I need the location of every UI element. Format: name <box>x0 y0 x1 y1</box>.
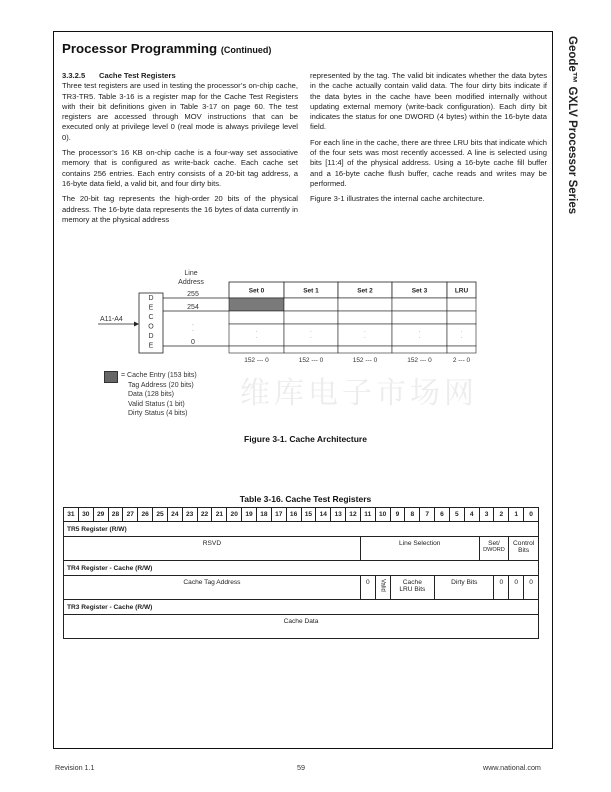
tr4-dirty-bits: Dirty Bits <box>435 576 494 600</box>
ellipsis-dot: . <box>364 328 366 334</box>
tr4-lru-1: Cache <box>402 579 422 586</box>
bit-number-cell: 30 <box>78 508 93 522</box>
column-header-label: Set 1 <box>303 287 319 295</box>
tr5-set-dword-2: DWORD <box>483 547 505 553</box>
bit-number-cell: 3 <box>479 508 494 522</box>
bit-number-cell: 8 <box>405 508 420 522</box>
cache-cell <box>284 298 338 311</box>
bit-number-cell: 10 <box>375 508 390 522</box>
side-title-text: Geode™ GXLV Processor Series <box>566 36 578 215</box>
ellipsis-dot: . <box>418 334 421 340</box>
tr4-valid <box>375 576 390 600</box>
tr5-set-dword <box>479 537 509 561</box>
cache-entry-swatch <box>104 371 118 383</box>
legend-item: Data (128 bits) <box>128 391 174 398</box>
tr4-lru-bits <box>390 576 435 600</box>
bit-number-cell: 28 <box>108 508 123 522</box>
cache-cell <box>447 298 476 311</box>
ellipsis-dot: . <box>310 328 312 334</box>
page-title-text: Processor Programming <box>62 41 218 56</box>
tr4-bit-2-zero: 0 <box>494 576 509 600</box>
paragraph: For each line in the cache, there are three LRU bits that indicate which of the four sets was most recently accessed. A line is selected using bits [11:4] of the physical address. Using a 16-byte cache fill buffer and a 16-byte cache flush buffer, cache reads and writes may be performed. <box>310 137 547 188</box>
tr5-fields-row <box>64 537 539 561</box>
ellipsis-dot: . <box>418 328 421 334</box>
table-title: Table 3-16. Cache Test Registers <box>239 494 372 504</box>
cache-cell <box>392 298 447 311</box>
tr4-bit-1-zero: 0 <box>509 576 524 600</box>
tr5-rsvd: RSVD <box>64 537 361 561</box>
ellipsis-dot: . <box>460 334 463 340</box>
tr5-set-dword-1: Set/ <box>488 540 500 547</box>
tr4-bit-0-zero: 0 <box>524 576 539 600</box>
line-number-0: 0 <box>191 339 195 346</box>
ellipsis-dot: . <box>255 328 258 334</box>
bit-range-label: 152 --- 0 <box>352 357 378 364</box>
column-header-label: Set 0 <box>248 287 265 295</box>
tr3-label: TR3 Register - Cache (R/W) <box>64 600 539 615</box>
line-number-254: 254 <box>187 304 199 311</box>
cache-grid <box>229 282 476 364</box>
bit-number-cell: 20 <box>227 508 242 522</box>
column-header-label: Set 2 <box>357 287 373 295</box>
cache-cell <box>392 311 447 324</box>
tr3-cache-data: Cache Data <box>64 615 539 639</box>
tr5-control-2: Bits <box>518 547 530 554</box>
bit-number-cell: 0 <box>524 508 539 522</box>
bit-range-label: 152 --- 0 <box>244 357 269 364</box>
line-number-ellipsis: . <box>192 326 194 333</box>
bit-number-cell: 14 <box>316 508 331 522</box>
bit-range-label: 152 --- 0 <box>407 357 432 364</box>
cache-cell <box>392 346 447 353</box>
footer-revision: Revision 1.1 <box>55 763 95 772</box>
section-number: 3.3.2.5 <box>62 71 86 80</box>
bit-number-row <box>64 508 539 522</box>
line-address-label-1: Line <box>184 270 198 277</box>
cache-cell <box>229 311 284 324</box>
cache-cell <box>229 346 284 353</box>
tr4-fields-row <box>64 576 539 600</box>
bit-number-cell: 25 <box>153 508 168 522</box>
decoder-letter: C <box>148 314 154 321</box>
decoder-letter: E <box>148 304 154 312</box>
line-number-ellipsis: . <box>192 320 194 327</box>
paragraph: Figure 3-1 illustrates the internal cache architecture. <box>310 194 485 204</box>
bit-number-cell: 19 <box>242 508 257 522</box>
highlighted-cache-entry <box>229 298 284 311</box>
ellipsis-dot: . <box>460 328 463 334</box>
bit-number-cell: 31 <box>64 508 79 522</box>
cache-cell <box>447 346 476 353</box>
bit-number-cell: 13 <box>331 508 346 522</box>
tr4-bit-11-zero: 0 <box>360 576 375 600</box>
tr5-control-1: Control <box>513 540 535 547</box>
bit-number-cell: 4 <box>464 508 479 522</box>
paragraph: The 20-bit tag represents the high-order 20 bits of the physical address. The 16-byte data represents the 16 bytes of data currently in memory at the physical address <box>62 194 298 224</box>
bit-number-cell: 11 <box>360 508 375 522</box>
tr4-lru-2: LRU Bits <box>399 586 426 593</box>
cache-cell <box>338 311 392 324</box>
bit-number-cell: 23 <box>182 508 197 522</box>
bit-number-cell: 21 <box>212 508 227 522</box>
bit-number-cell: 29 <box>93 508 108 522</box>
section-heading <box>62 71 298 81</box>
bit-number-cell: 1 <box>509 508 524 522</box>
figure-caption: Figure 3-1. Cache Architecture <box>244 434 367 444</box>
decoder-letter: D <box>148 333 154 340</box>
bit-number-cell: 6 <box>435 508 450 522</box>
address-input-label: A11-A4 <box>100 316 123 323</box>
paragraph: Three test registers are used in testing the processor’s on-chip cache, TR3-TR5. Table 3-16 is a register map for the Cache Test Registers with their bit definitions given in Table 3-17 on page 60. The test registers are accessed through MOV instructions that can be executed only at privilege level 0 (real mode is always privilege level 0). <box>62 81 298 142</box>
decoder-letter: D <box>148 295 154 302</box>
bit-number-cell: 12 <box>346 508 361 522</box>
legend-title: = Cache Entry (153 bits) <box>121 372 197 379</box>
bit-number-cell: 2 <box>494 508 509 522</box>
bit-number-cell: 18 <box>256 508 271 522</box>
cache-cell <box>284 311 338 324</box>
bit-number-cell: 27 <box>123 508 138 522</box>
tr4-tag-address: Cache Tag Address <box>64 576 361 600</box>
bit-range-label: 2 --- 0 <box>452 357 471 364</box>
legend-item: Dirty Status (4 bits) <box>128 410 188 417</box>
footer-page-number: 59 <box>297 763 305 772</box>
cache-cell <box>447 311 476 324</box>
tr4-valid-label: Valid <box>379 579 386 592</box>
decoder-letter: E <box>148 342 154 350</box>
line-address-label-2: Address <box>178 279 204 286</box>
tr3-header-row <box>64 600 539 615</box>
ellipsis-dot: . <box>310 334 312 340</box>
tr5-line-selection: Line Selection <box>360 537 479 561</box>
watermark: 维库电子市场网 <box>240 376 478 411</box>
paragraph: The processor’s 16 KB on-chip cache is a four-way set associative memory that is configured as write-back cache. Each cache set contains 256 entries. Each entry consists of a 20-bit tag address, a 16-byte data field, a valid bit, and four dirty bits. <box>62 148 298 188</box>
tr4-label: TR4 Register - Cache (R/W) <box>64 561 539 576</box>
cache-cell <box>284 346 338 353</box>
tr5-control-bits <box>509 537 539 561</box>
cache-test-registers-table <box>63 507 539 639</box>
bit-number-cell: 17 <box>271 508 286 522</box>
line-number-255: 255 <box>187 291 199 298</box>
tr3-fields-row <box>64 615 539 639</box>
tr5-header-row <box>64 522 539 537</box>
legend-item: Valid Status (1 bit) <box>128 400 185 408</box>
side-title <box>560 36 580 256</box>
left-column <box>62 71 298 230</box>
page-title <box>62 41 271 56</box>
bit-number-cell: 5 <box>449 508 464 522</box>
cache-cell <box>338 346 392 353</box>
page-title-suffix: (Continued) <box>220 45 272 55</box>
footer-website[interactable]: www.national.com <box>483 763 541 772</box>
bit-number-cell: 7 <box>420 508 435 522</box>
bit-number-cell: 15 <box>301 508 316 522</box>
bit-number-cell: 22 <box>197 508 212 522</box>
section-title: Cache Test Registers <box>99 71 176 80</box>
bit-range-label: 152 --- 0 <box>298 357 324 364</box>
bit-number-cell: 26 <box>138 508 153 522</box>
tr4-header-row <box>64 561 539 576</box>
ellipsis-dot: . <box>364 334 366 340</box>
tr5-label: TR5 Register (R/W) <box>64 522 539 537</box>
cache-cell <box>338 298 392 311</box>
paragraph: represented by the tag. The valid bit indicates whether the data bytes in the cache actually contain valid data. The four dirty bits indicate if the data bytes in the cache have been modified internally without updating external memory (write-back configuration). Each dirty bit indicates the status for one DWORD (4 bytes) within the 16-byte data field. <box>310 71 547 132</box>
column-header-label: LRU <box>454 287 469 295</box>
bit-number-cell: 16 <box>286 508 301 522</box>
bit-number-cell: 24 <box>167 508 182 522</box>
ellipsis-dot: . <box>255 334 258 340</box>
right-column <box>310 71 547 210</box>
decoder-letter: O <box>148 323 154 331</box>
legend-item: Tag Address (20 bits) <box>128 381 194 389</box>
column-header-label: Set 3 <box>411 287 428 295</box>
bit-number-cell: 9 <box>390 508 405 522</box>
